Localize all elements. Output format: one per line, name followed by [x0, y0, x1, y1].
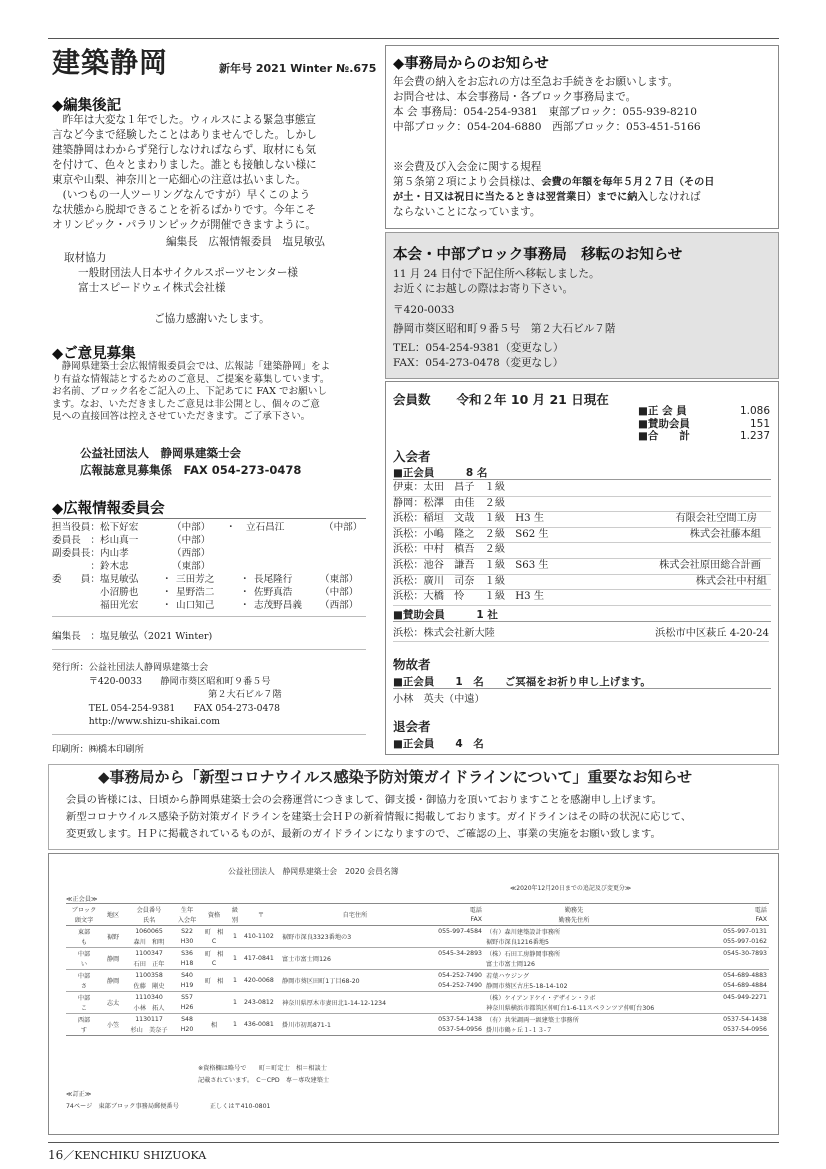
- page-number: 16: [48, 1148, 64, 1162]
- publisher-line: http://www.shizu-shikai.com: [52, 716, 220, 727]
- opinion-org: 公益社団法人 静岡県建築士会: [80, 446, 241, 460]
- text-line: を付けて、色々とまわりました。誰とも接触しない様に: [52, 159, 317, 171]
- table-header-row: 頭文字 氏名 入会年 別 FAX 勤務先住所 FAX: [66, 915, 769, 926]
- publisher-line: 第２大石ビル７階: [52, 689, 282, 700]
- publisher-rule: [52, 734, 366, 735]
- text-line: 変更致します。ＨＰに掲載されているものが、最新のガイドラインになりますので、ご確認の上、事業の実施をお願い致します。: [66, 828, 661, 840]
- publisher-line: 〒420-0033 静岡市葵区昭和町９番５号: [52, 675, 271, 687]
- text-line: 静岡市葵区昭和町９番５号 第２大石ビル７階: [393, 323, 616, 335]
- list-item: 浜松：廣川 司奈 １級 株式会社中村組: [393, 575, 771, 591]
- count-row: ■合 計 1.237: [638, 430, 770, 442]
- text-line: 見への直接回答は控えさせていただきます。ご了承下さい。: [52, 411, 311, 423]
- legend-line: ※資格欄は略号で 町＝町定士 相＝相談士: [198, 1065, 327, 1072]
- issue-label: 新年号 2021 Winter №.675: [219, 62, 377, 75]
- member-rule: [393, 479, 771, 480]
- move-heading: 本会・中部ブロック事務局 移転のお知らせ: [393, 247, 683, 263]
- text-line: 会員の皆様には、日頃から静岡県建築士会の会務運営につきまして、御支援・御協力を頂いておりますことを感謝申し上げます。: [66, 794, 662, 806]
- list-item: 浜松：稲垣 文哉 １級 H3 生 有限会社空間工房: [393, 512, 771, 528]
- publisher-line: 発行所：公益社団法人静岡県建築士会: [52, 662, 209, 673]
- table-row: 中部 静岡 1100358 S40 町 相 1 420-0068 静岡市葵区田町1丁目68-20 054-252-7490 若葉ハウジング 054-689-4883: [66, 970, 769, 981]
- committee-heading: ◆広報情報委員会: [52, 501, 165, 517]
- list-item: 静岡：松澤 由佳 ２級: [393, 497, 771, 513]
- errata-line: 74ページ 東部ブロック事務局郵便番号 正しくは〒410-0801: [66, 1103, 271, 1110]
- table-row: 西部 小笠 1130117 S48 相 1 436-0081 掛川市初馬871-1 0537-54-1438 （有）共栄調両一級建築士事務所 0537-54-1438: [66, 1014, 769, 1025]
- top-rule: [48, 38, 779, 39]
- roster-note: ≪2020年12月20日までの追記及び変更分≫: [510, 885, 632, 892]
- text-line: 昨年は大変な１年でした。ウィルスによる緊急事態宣: [52, 114, 316, 126]
- credits-label: 取材協力: [64, 252, 107, 264]
- text-line: 11 月 24 日付で下記住所へ移転しました。: [393, 268, 600, 280]
- errata-title: ≪訂正≫: [66, 1091, 92, 1098]
- editor-signature: 編集長 広報情報委員 塩見敏弘: [166, 236, 325, 248]
- committee-row: 副委員長：内山孝 （西部）: [52, 548, 211, 559]
- text-line: 言など今まで経験したことはありませんでした。しかし: [52, 129, 317, 141]
- count-row: ■賛助会員 151: [638, 417, 770, 430]
- support-company: 浜松：株式会社新大陸: [393, 628, 495, 639]
- committee-row: 小沼勝也 ・ 星野浩二 ・ 佐野真浩 （中部）: [100, 587, 359, 598]
- support-address: 浜松市中区萩丘 4-20-24: [655, 628, 769, 639]
- committee-rule: [52, 518, 366, 519]
- committee-row: ：鈴木忠 （東部）: [52, 561, 211, 572]
- list-item: 浜松：大橋 怜 １級 H3 生: [393, 590, 771, 606]
- count-row: ■正 会 員 1.086: [638, 405, 770, 417]
- deceased-label: ■正会員 1 名 ご冥福をお祈り申し上げます。: [393, 676, 651, 688]
- list-item: 浜松：池谷 謙吾 １級 S63 生 株式会社原田総合計画: [393, 559, 771, 575]
- committee-row: 担当役員：松下好宏 （中部） ・ 立石昌江 （中部）: [52, 522, 363, 533]
- regular-label: ■正会員 8 名: [393, 467, 488, 479]
- table-row: さ 佐藤 剛史 H19 054-252-7490 静岡市葵区古庄5-18-14-102 054-689-4884: [66, 981, 769, 992]
- editor-note-heading: ◆編集後記: [52, 98, 122, 114]
- credit-line: 一般財団法人日本サイクルスポーツセンター様: [78, 267, 299, 279]
- roster-table: [66, 903, 769, 1036]
- committee-row: 委 員：塩見敏弘 ・ 三田芳之 ・ 長尾隆行 （東部）: [52, 574, 359, 585]
- support-label: ■賛助会員 1 社: [393, 609, 498, 621]
- text-line: 建築静岡はわからず発行しなければならず、取材にも気: [52, 144, 316, 156]
- text-line: が土・日又は祝日に当たるときは翌営業日）までに納入しなければ: [393, 191, 701, 203]
- covid-heading: ◆事務局から「新型コロナウイルス感染予防対策ガイドラインについて」重要なお知らせ: [92, 766, 698, 787]
- printer-line: 印刷所：㈱橋本印刷所: [52, 744, 144, 755]
- committee-row: 福田光宏 ・ 山口知己 ・ 志茂野昌義 （西部）: [100, 600, 359, 611]
- text-line: ます。なお、いただきましたご意見は非公開とし、個々のご意: [52, 398, 320, 410]
- table-row: 中部 静岡 1100347 S36 町 相 1 417-0841 富士市富士岡126 0545-34-2893 （株）石田工房静岡事務所 0545-30-7893: [66, 948, 769, 959]
- text-line: 〒420-0033: [393, 304, 455, 316]
- publisher-block: [52, 661, 282, 729]
- table-header-row: ブロック 地区 会員番号 生年 資格 級 〒 自宅住所 電話 勤務先 電話: [66, 904, 769, 915]
- committee-row: 委員長 ：杉山真一 （中部）: [52, 535, 211, 546]
- publisher-line: TEL 054-254-9381 FAX 054-273-0478: [52, 702, 280, 714]
- member-counts: [638, 405, 770, 443]
- list-item: 浜松：小嶋 隆之 ２級 S62 生 株式会社藤本組: [393, 528, 771, 544]
- text-line: FAX：054-273-0478（変更なし）: [393, 357, 564, 369]
- text-line: ならないことになっています。: [393, 206, 541, 218]
- text-line: (いつもの一人ツーリングなんですが）早くこのよう: [52, 189, 311, 201]
- text-line: お問合せは、本会事務局・各ブロック事務局まで。: [393, 91, 637, 103]
- text-line: 第５条第２項により会員様は、会費の年額を毎年５月２７日（その日: [393, 176, 715, 188]
- deceased-name: 小林 英夫（中遠）: [393, 694, 485, 705]
- text-line: な状態から脱却できることを祈るばかりです。今年こそ: [52, 204, 316, 216]
- notice-heading: ◆事務局からのお知らせ: [393, 56, 549, 72]
- rules-title: ※会費及び入会金に関する規程: [393, 161, 542, 173]
- table-row: こ 小林 拓人 H26 神奈川県横浜市都筑区仲町台1-6-11スペランツア仲町台306: [66, 1003, 769, 1014]
- committee-rule: [52, 649, 366, 650]
- members-title: 会員数 令和２年 10 月 21 日現在: [393, 392, 609, 407]
- thanks-line: ご協力感謝いたします。: [154, 313, 270, 325]
- magazine-title: 建築静岡: [52, 46, 169, 79]
- roster-legend: [198, 1063, 329, 1087]
- table-row: 中部 志太 1110340 S57 1 243-0812 神奈川県厚木市妻田北1-14-12-1234 （株）ケイアンドケイ・デザイン・ラボ 045-949-2271: [66, 992, 769, 1003]
- opinion-heading: ◆ご意見募集: [52, 346, 136, 362]
- member-rule: [393, 621, 771, 622]
- regular-list: [393, 481, 771, 606]
- notice-body: [393, 75, 701, 135]
- committee-rule: [52, 616, 366, 617]
- list-item: 伊東：太田 昌子 １級: [393, 481, 771, 497]
- roster-section: ≪正会員≫: [66, 896, 98, 903]
- page-footer: [48, 1147, 206, 1163]
- credit-line: 富士スピードウェイ株式会社様: [78, 282, 226, 294]
- text-line: 新型コロナウイルス感染予防対策ガイドラインを建築士会ＨＰの新着情報に掲載しております。ガイドラインはその時の状況に応じて、: [66, 811, 692, 823]
- text-line: お近くにお越しの際はお寄り下さい。: [393, 283, 574, 295]
- text-line: 東京や山梨、神奈川と一応細心の注意は払いました。: [52, 174, 307, 186]
- retired-title: 退会者: [393, 719, 431, 734]
- table-row: も 森川 和明 H30 C 裾野市深良1216番地5 055-997-0162: [66, 937, 769, 948]
- committee-table: [52, 521, 362, 612]
- roster-title: 公益社団法人 静岡県建築士会 2020 会員名簿: [228, 867, 399, 876]
- opinion-fax: 広報誌意見募集係 FAX 054-273-0478: [80, 463, 302, 477]
- text-line: 中部ブロック：054-204-6880 西部ブロック：053-451-5166: [393, 121, 701, 133]
- support-row: [393, 624, 769, 642]
- opinion-body: [52, 361, 330, 424]
- move-body: [393, 267, 615, 371]
- text-line: オリンピック・パラリンピックが開催できますように。: [52, 219, 316, 231]
- chief-editor: 編集長 ：塩見敏弘（2021 Winter): [52, 631, 213, 642]
- text-line: 本 会 事務局：054-254-9381 東部ブロック：055-939-8210: [393, 106, 697, 118]
- text-line: 年会費の納入をお忘れの方は至急お手続きをお願いします。: [393, 76, 679, 88]
- table-row: い 石田 正年 H18 C 富士市富士岡126: [66, 959, 769, 970]
- text-line: TEL：054-254-9381（変更なし）: [393, 342, 564, 354]
- text-line: り有益な情報誌とするためのご意見、ご提案を募集しています。: [52, 373, 330, 385]
- editor-note-body: [52, 113, 317, 233]
- table-row: す 杉山 美奈子 H20 0537-54-0956 掛川市鶴ヶ丘１-１３-７ 0537-54-0956: [66, 1025, 769, 1036]
- join-title: 入会者: [393, 449, 431, 464]
- member-rule: [393, 688, 771, 689]
- covid-body: [66, 792, 691, 843]
- list-item: 浜松：中村 槙吾 ２級: [393, 543, 771, 559]
- text-line: 静岡県建築士会広報情報委員会では、広報誌「建築静岡」をよ: [52, 361, 331, 372]
- footer-rule: [48, 1142, 779, 1143]
- fee-rules: [393, 160, 715, 220]
- legend-line: 記載されています。 C－CPD 専－専攻建築士: [198, 1077, 330, 1084]
- retired-label: ■正会員 4 名: [393, 738, 484, 750]
- magazine-name: ／KENCHIKU SHIZUOKA: [63, 1149, 207, 1162]
- table-row: 東部 裾野 1060065 S22 町 相 1 410-1102 裾野市深良3323番地の3 055-997-4584 （有）森川建築設計事務所 055-997-0131: [66, 926, 769, 937]
- deceased-title: 物故者: [393, 657, 431, 672]
- text-line: お名前、ブロック名をご記入の上、下記あてに FAX でお願いし: [52, 386, 327, 398]
